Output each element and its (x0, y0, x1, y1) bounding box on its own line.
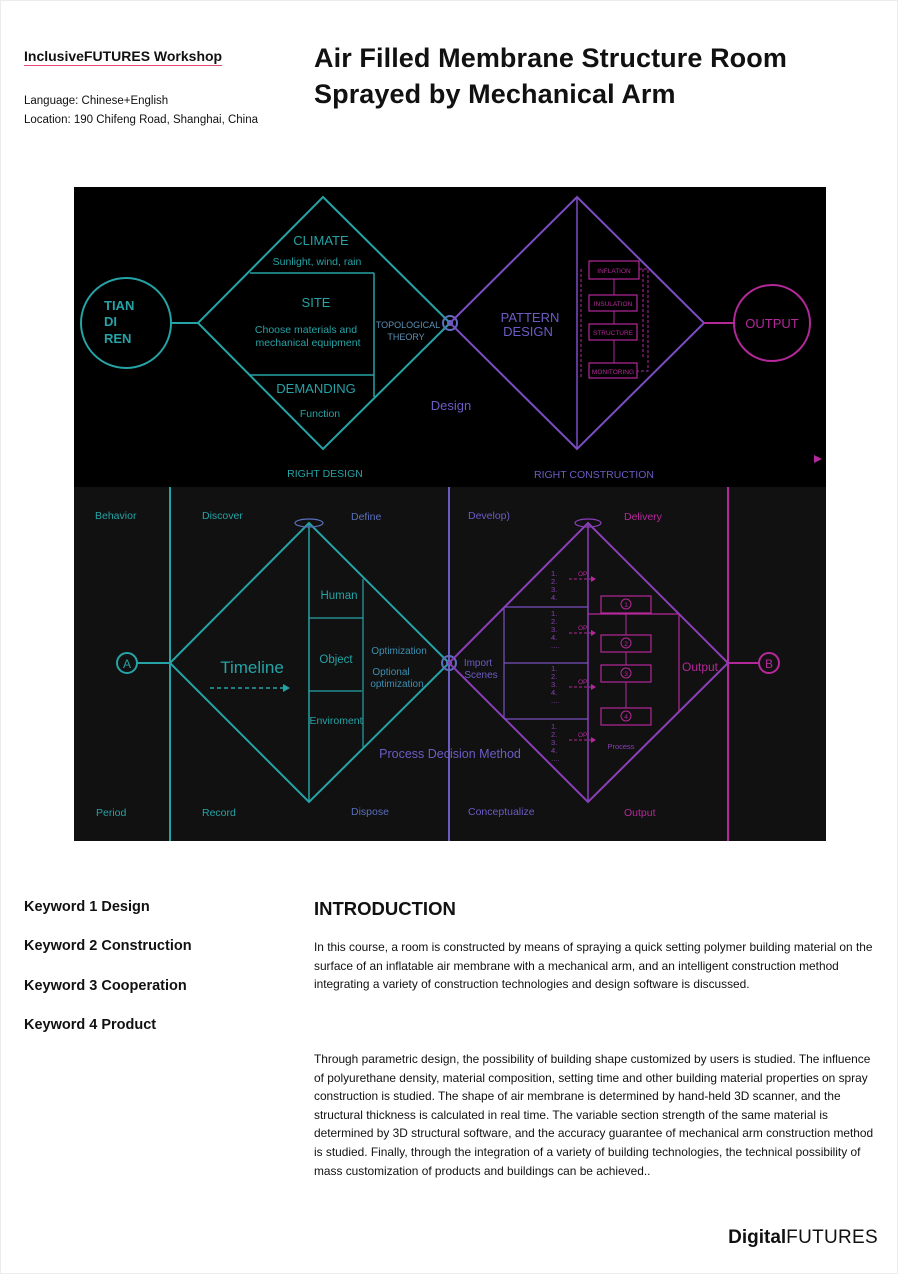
timeline-label: Timeline (220, 658, 284, 677)
list3-item4: 4. (551, 688, 558, 697)
optimization-label: Optimization (371, 646, 427, 657)
optional-label-2: optimization (370, 679, 424, 690)
node-a-label: A (122, 657, 132, 671)
introduction-paragraph-2: Through parametric design, the possibility of building shape customized by users is studied. The influence of polyurethane density, material composition, setting time and other building material properties on spray construction is studied. The shape of air membrane is determined by hand-held 3D scanner, and the structural thickness is calculated in real time. The variable section strength of the same material is determined by 3D structural software, and the accuracy guarantee of mechanical arm construction method is studied. Finally, through the integration of a variety of building technologies, the technical possibility of mass customization of products and buildings can be achieved.. (314, 1052, 874, 1178)
flow-label-inflation: INFLATION (597, 268, 631, 275)
step-num-4: 4 (624, 714, 628, 721)
site-sub-2: mechanical equipment (255, 337, 361, 349)
right-construction-label: RIGHT CONSTRUCTION (534, 469, 654, 481)
step-num-1: 1 (624, 602, 628, 609)
list4-item2: 2. (551, 730, 558, 739)
list1-item1: 1. (551, 569, 558, 578)
process-method-label: Process Decision Method (379, 747, 521, 761)
brand-logo-light: FUTURES (786, 1227, 878, 1248)
list4-item1: 1. (551, 722, 558, 731)
tian-label: TIAN (104, 298, 135, 313)
list4-item3: 3. (551, 738, 558, 747)
op-label-4: OP (578, 732, 588, 739)
bottom-panel (74, 487, 826, 841)
numbered-list-1 (551, 569, 557, 602)
optional-label-1: Optional (372, 667, 410, 678)
brand-logo (728, 1227, 878, 1249)
list3-item3: 3. (551, 680, 558, 689)
label-behavior: Behavior (95, 510, 137, 522)
output-label: OUTPUT (745, 316, 799, 331)
keyword-2: Keyword 2 Construction (24, 938, 192, 954)
process-label: Process (607, 742, 635, 751)
pattern-label-1: PATTERN (500, 310, 560, 325)
title-line-2: Sprayed by Mechanical Arm (314, 79, 676, 109)
label-discover: Discover (202, 510, 243, 522)
list3-ellipsis: .... (551, 696, 560, 705)
function-label: Function (299, 408, 341, 420)
climate-sub: Sunlight, wind, rain (272, 256, 362, 268)
list4-item4: 4. (551, 746, 558, 755)
process-diagram (74, 187, 826, 841)
op-label-2: OP (578, 625, 588, 632)
human-label: Human (320, 590, 358, 602)
label-define: Define (351, 511, 382, 523)
import-label-2: Scenes (464, 670, 498, 681)
di-label: DI (104, 314, 117, 329)
op-label-1: OP (578, 571, 588, 578)
list2-item2: 2. (551, 617, 558, 626)
label-period: Period (96, 807, 127, 819)
label-conceptualize: Conceptualize (468, 806, 535, 818)
title-line-1: Air Filled Membrane Structure Room (314, 43, 787, 73)
top-panel (74, 187, 826, 487)
label-delivery: Delivery (624, 511, 662, 523)
introduction-heading: INTRODUCTION (314, 898, 456, 919)
site-label: SITE (301, 295, 331, 310)
enviroment-label: Enviroment (309, 715, 363, 727)
list2-ellipsis: .... (551, 641, 560, 650)
climate-label: CLIMATE (293, 233, 349, 248)
topological-label-2: THEORY (387, 332, 425, 342)
introduction-paragraph-1: In this course, a room is constructed by means of spraying a quick setting polymer building material on the surface of an inflatable air membrane with a mechanical arm, and an intelligent construction method integrating a variety of construction technologies and design software is discussed. (314, 940, 873, 992)
top-panel-bg (74, 187, 826, 487)
label-dispose: Dispose (351, 806, 389, 818)
workshop-title: InclusiveFUTURES Workshop (24, 48, 223, 64)
ren-label: REN (104, 331, 132, 346)
flow-label-monitoring: MONITORING (591, 369, 635, 376)
list1-item2: 2. (551, 577, 558, 586)
site-sub-1: Choose materials and (254, 324, 358, 336)
list4-ellipsis: .... (551, 754, 560, 763)
right-design-label: RIGHT DESIGN (287, 468, 363, 480)
keyword-3: Keyword 3 Cooperation (24, 978, 187, 994)
flow-label-insulation: INSULATION (593, 301, 633, 308)
list1-item3: 3. (551, 585, 558, 594)
step-num-2: 2 (624, 641, 628, 648)
list2-item3: 3. (551, 625, 558, 634)
design-label: Design (430, 398, 472, 413)
node-b-label: B (764, 657, 774, 671)
topological-label-1: TOPOLOGICAL (375, 320, 441, 330)
list2-item1: 1. (551, 609, 558, 618)
flow-label-structure: STRUCTURE (592, 330, 634, 337)
location-info: Location: 190 Chifeng Road, Shanghai, China (24, 114, 259, 126)
keyword-1: Keyword 1 Design (24, 899, 150, 915)
list3-item2: 2. (551, 672, 558, 681)
language-info: Language: Chinese+English (24, 95, 169, 107)
op-label-3: OP (578, 679, 588, 686)
list1-item4: 4. (551, 593, 558, 602)
object-label: Object (319, 654, 353, 666)
import-label-1: Import (463, 658, 493, 669)
keyword-4: Keyword 4 Product (24, 1017, 157, 1033)
step-num-3: 3 (624, 671, 628, 678)
output-region-label: Output (681, 660, 719, 674)
brand-logo-bold: Digital (728, 1227, 787, 1248)
page-title (314, 40, 874, 112)
demanding-label: DEMANDING (276, 381, 356, 396)
label-record: Record (202, 807, 236, 819)
list2-item4: 4. (551, 633, 558, 642)
label-develop: Develop) (468, 510, 511, 522)
label-output-bottom: Output (624, 807, 656, 819)
pattern-label-2: DESIGN (503, 324, 553, 339)
list3-item1: 1. (551, 664, 558, 673)
